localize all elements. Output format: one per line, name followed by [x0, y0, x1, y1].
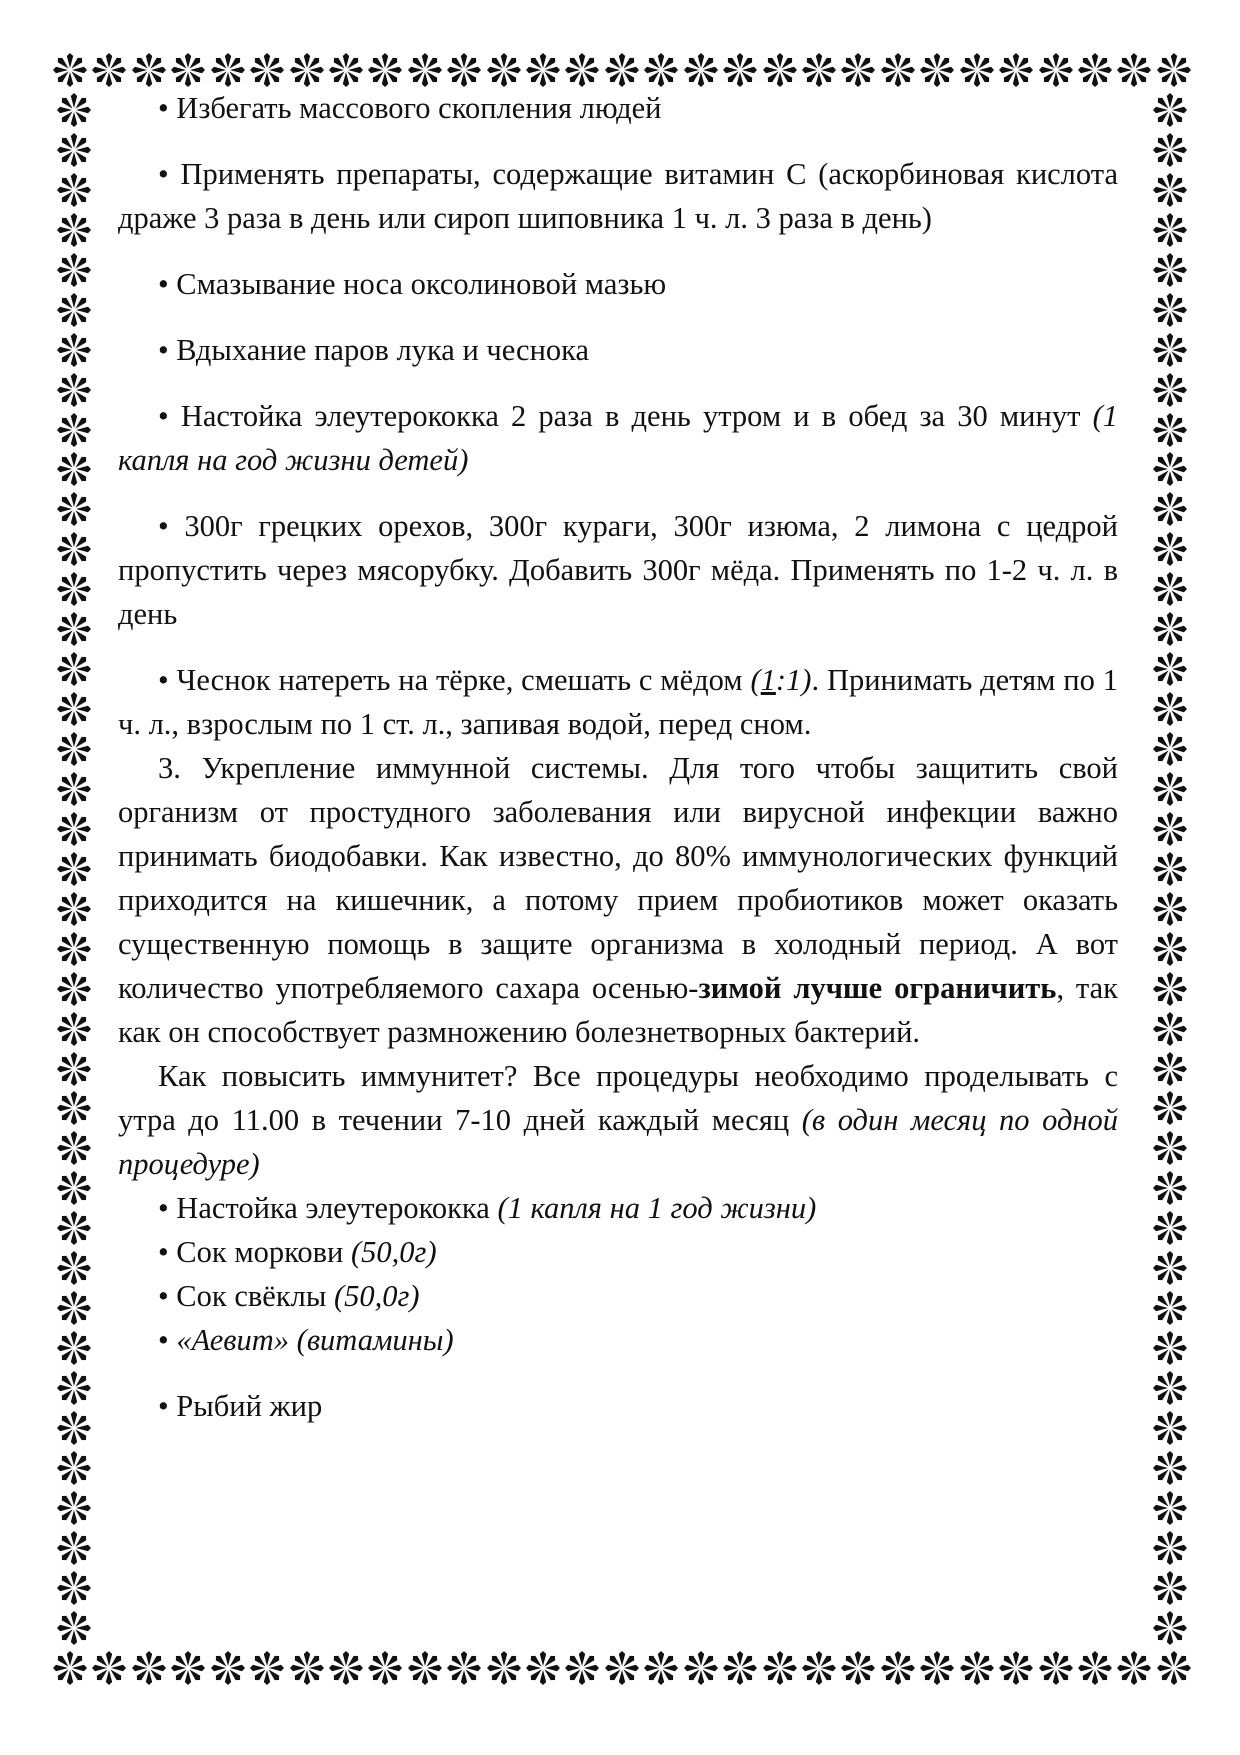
paragraph	[118, 1230, 1118, 1274]
asterisk-snowflake-icon	[56, 1170, 92, 1206]
asterisk-snowflake-icon	[604, 52, 640, 88]
asterisk-snowflake-icon	[1152, 1530, 1188, 1566]
asterisk-snowflake-icon	[801, 1650, 837, 1686]
asterisk-snowflake-icon	[367, 1650, 403, 1686]
asterisk-snowflake-icon	[1152, 412, 1188, 448]
asterisk-snowflake-icon	[249, 52, 285, 88]
text-segment: • Сок моркови	[158, 1235, 352, 1269]
asterisk-snowflake-icon	[998, 52, 1034, 88]
asterisk-snowflake-icon	[1152, 611, 1188, 647]
asterisk-snowflake-icon	[1152, 132, 1188, 168]
ornament-border-right	[1148, 92, 1192, 1646]
paragraph	[118, 1054, 1118, 1186]
asterisk-snowflake-icon	[407, 1650, 443, 1686]
asterisk-snowflake-icon	[1152, 92, 1188, 128]
paragraph	[118, 1318, 1118, 1362]
asterisk-snowflake-icon	[1152, 891, 1188, 927]
asterisk-snowflake-icon	[722, 1650, 758, 1686]
asterisk-snowflake-icon	[1152, 172, 1188, 208]
asterisk-snowflake-icon	[56, 971, 92, 1007]
asterisk-snowflake-icon	[1152, 212, 1188, 248]
asterisk-snowflake-icon	[210, 52, 246, 88]
asterisk-snowflake-icon	[56, 1490, 92, 1526]
asterisk-snowflake-icon	[525, 1650, 561, 1686]
asterisk-snowflake-icon	[56, 611, 92, 647]
asterisk-snowflake-icon	[52, 1650, 88, 1686]
asterisk-snowflake-icon	[486, 1650, 522, 1686]
asterisk-snowflake-icon	[840, 52, 876, 88]
asterisk-snowflake-icon	[880, 52, 916, 88]
asterisk-snowflake-icon	[91, 1650, 127, 1686]
document-body	[118, 86, 1118, 1428]
text-segment: • Смазывание носа оксолиновой мазью	[158, 267, 667, 301]
asterisk-snowflake-icon	[564, 52, 600, 88]
asterisk-snowflake-icon	[56, 372, 92, 408]
asterisk-snowflake-icon	[367, 52, 403, 88]
text-segment: • 300г грецких орехов, 300г кураги, 300г изюма, 2 лимона с цедрой пропустить через мясорубку. Добавить 300г мёда. Применять по 1-2 ч. л. в день	[118, 509, 1118, 631]
text-segment: зимой лучше ограничить	[698, 971, 1057, 1005]
asterisk-snowflake-icon	[56, 571, 92, 607]
paragraph	[118, 328, 1118, 372]
asterisk-snowflake-icon	[683, 52, 719, 88]
asterisk-snowflake-icon	[1156, 52, 1192, 88]
asterisk-snowflake-icon	[56, 292, 92, 328]
asterisk-snowflake-icon	[801, 52, 837, 88]
asterisk-snowflake-icon	[880, 1650, 916, 1686]
text-segment: «Аевит» (витамины)	[176, 1323, 454, 1357]
asterisk-snowflake-icon	[1152, 491, 1188, 527]
text-segment: . Принимать детям по 1 ч. л., взрослым по 1 ст. л., запивая водой, перед сном.	[118, 663, 1118, 741]
asterisk-snowflake-icon	[56, 1290, 92, 1326]
asterisk-snowflake-icon	[170, 52, 206, 88]
asterisk-snowflake-icon	[1152, 1090, 1188, 1126]
text-segment: Как повысить иммунитет? Все процедуры необходимо проделывать с утра до 11.00 в течении 7-10 дней каждый месяц	[118, 1059, 1118, 1137]
text-segment: 1	[760, 663, 776, 697]
asterisk-snowflake-icon	[1152, 931, 1188, 967]
text-segment: • Настойка элеутерококка 2 раза в день утром и в обед за 30 минут	[158, 399, 1093, 433]
asterisk-snowflake-icon	[56, 132, 92, 168]
asterisk-snowflake-icon	[1152, 651, 1188, 687]
asterisk-snowflake-icon	[56, 412, 92, 448]
asterisk-snowflake-icon	[56, 891, 92, 927]
text-segment: 3. Укрепление иммунной системы. Для того чтобы защитить свой организм от простудного заболевания или вирусной инфекции важно принимать биодобавки. Как известно, до 80% иммунологических функций приходится на кишечник, а потому прием пробиотиков может оказать существенную помощь в защите организма в холодный период. А вот количество употребляемого сахара осенью-	[118, 751, 1118, 1005]
ornament-border-left	[52, 92, 96, 1646]
paragraph	[118, 504, 1118, 636]
asterisk-snowflake-icon	[131, 1650, 167, 1686]
asterisk-snowflake-icon	[56, 1210, 92, 1246]
paragraph	[118, 394, 1118, 482]
text-segment: , так как он способствует размножению болезнетворных бактерий.	[118, 971, 1118, 1049]
asterisk-snowflake-icon	[289, 1650, 325, 1686]
asterisk-snowflake-icon	[1116, 52, 1152, 88]
asterisk-snowflake-icon	[1152, 811, 1188, 847]
asterisk-snowflake-icon	[56, 332, 92, 368]
asterisk-snowflake-icon	[1152, 1170, 1188, 1206]
asterisk-snowflake-icon	[56, 1450, 92, 1486]
asterisk-snowflake-icon	[56, 1610, 92, 1646]
text-segment: • Рыбий жир	[158, 1389, 323, 1423]
asterisk-snowflake-icon	[604, 1650, 640, 1686]
asterisk-snowflake-icon	[407, 52, 443, 88]
asterisk-snowflake-icon	[1152, 1210, 1188, 1246]
asterisk-snowflake-icon	[1152, 1450, 1188, 1486]
asterisk-snowflake-icon	[919, 52, 955, 88]
asterisk-snowflake-icon	[56, 731, 92, 767]
asterisk-snowflake-icon	[446, 52, 482, 88]
asterisk-snowflake-icon	[56, 1530, 92, 1566]
asterisk-snowflake-icon	[1038, 1650, 1074, 1686]
asterisk-snowflake-icon	[959, 1650, 995, 1686]
asterisk-snowflake-icon	[1152, 252, 1188, 288]
text-segment: (1 капля на год жизни детей)	[118, 399, 1118, 477]
asterisk-snowflake-icon	[762, 1650, 798, 1686]
paragraph	[118, 262, 1118, 306]
asterisk-snowflake-icon	[56, 931, 92, 967]
asterisk-snowflake-icon	[1152, 691, 1188, 727]
text-segment: • Чеснок натереть на тёрке, смешать с мёдом	[158, 663, 751, 697]
asterisk-snowflake-icon	[328, 1650, 364, 1686]
asterisk-snowflake-icon	[1152, 1051, 1188, 1087]
asterisk-snowflake-icon	[56, 531, 92, 567]
asterisk-snowflake-icon	[56, 92, 92, 128]
asterisk-snowflake-icon	[56, 651, 92, 687]
asterisk-snowflake-icon	[446, 1650, 482, 1686]
asterisk-snowflake-icon	[1152, 332, 1188, 368]
asterisk-snowflake-icon	[1152, 1490, 1188, 1526]
asterisk-snowflake-icon	[56, 771, 92, 807]
asterisk-snowflake-icon	[1152, 971, 1188, 1007]
text-segment: (50,0г)	[351, 1235, 437, 1269]
asterisk-snowflake-icon	[1152, 571, 1188, 607]
asterisk-snowflake-icon	[210, 1650, 246, 1686]
ornament-border-bottom	[52, 1646, 1192, 1690]
asterisk-snowflake-icon	[56, 1570, 92, 1606]
asterisk-snowflake-icon	[56, 851, 92, 887]
asterisk-snowflake-icon	[56, 1330, 92, 1366]
asterisk-snowflake-icon	[56, 491, 92, 527]
asterisk-snowflake-icon	[56, 691, 92, 727]
text-segment: • Избегать массового скопления людей	[158, 91, 662, 125]
asterisk-snowflake-icon	[1152, 1290, 1188, 1326]
asterisk-snowflake-icon	[1152, 1410, 1188, 1446]
asterisk-snowflake-icon	[1152, 292, 1188, 328]
asterisk-snowflake-icon	[998, 1650, 1034, 1686]
asterisk-snowflake-icon	[1152, 531, 1188, 567]
text-segment: (1 капля на 1 год жизни)	[497, 1191, 817, 1225]
asterisk-snowflake-icon	[1152, 372, 1188, 408]
asterisk-snowflake-icon	[1152, 1250, 1188, 1286]
paragraph	[118, 1274, 1118, 1318]
asterisk-snowflake-icon	[1152, 1330, 1188, 1366]
asterisk-snowflake-icon	[56, 172, 92, 208]
asterisk-snowflake-icon	[1152, 731, 1188, 767]
asterisk-snowflake-icon	[919, 1650, 955, 1686]
asterisk-snowflake-icon	[170, 1650, 206, 1686]
asterisk-snowflake-icon	[1152, 1130, 1188, 1166]
asterisk-snowflake-icon	[91, 52, 127, 88]
asterisk-snowflake-icon	[1152, 1570, 1188, 1606]
asterisk-snowflake-icon	[52, 52, 88, 88]
asterisk-snowflake-icon	[1077, 1650, 1113, 1686]
text-segment: • Вдыхание паров лука и чеснока	[158, 333, 590, 367]
paragraph	[118, 86, 1118, 130]
asterisk-snowflake-icon	[56, 212, 92, 248]
asterisk-snowflake-icon	[683, 1650, 719, 1686]
asterisk-snowflake-icon	[643, 1650, 679, 1686]
asterisk-snowflake-icon	[762, 52, 798, 88]
asterisk-snowflake-icon	[1152, 1610, 1188, 1646]
asterisk-snowflake-icon	[56, 1051, 92, 1087]
asterisk-snowflake-icon	[328, 52, 364, 88]
asterisk-snowflake-icon	[131, 52, 167, 88]
asterisk-snowflake-icon	[289, 52, 325, 88]
text-segment: •	[158, 1323, 177, 1357]
asterisk-snowflake-icon	[643, 52, 679, 88]
asterisk-snowflake-icon	[249, 1650, 285, 1686]
asterisk-snowflake-icon	[840, 1650, 876, 1686]
asterisk-snowflake-icon	[525, 52, 561, 88]
asterisk-snowflake-icon	[1116, 1650, 1152, 1686]
asterisk-snowflake-icon	[56, 1370, 92, 1406]
text-segment: (50,0г)	[333, 1279, 420, 1313]
asterisk-snowflake-icon	[959, 52, 995, 88]
asterisk-snowflake-icon	[1152, 451, 1188, 487]
asterisk-snowflake-icon	[56, 1090, 92, 1126]
asterisk-snowflake-icon	[1152, 1370, 1188, 1406]
asterisk-snowflake-icon	[56, 252, 92, 288]
asterisk-snowflake-icon	[564, 1650, 600, 1686]
paragraph	[118, 1186, 1118, 1230]
asterisk-snowflake-icon	[486, 52, 522, 88]
text-segment: • Сок свёклы	[158, 1279, 334, 1313]
paragraph	[118, 1384, 1118, 1428]
text-segment: • Применять препараты, содержащие витамин С (аскорбиновая кислота драже 3 раза в день или сироп шиповника 1 ч. л. 3 раза в день)	[118, 157, 1118, 235]
text-segment: :1)	[775, 663, 812, 697]
asterisk-snowflake-icon	[1156, 1650, 1192, 1686]
asterisk-snowflake-icon	[1152, 1011, 1188, 1047]
asterisk-snowflake-icon	[722, 52, 758, 88]
asterisk-snowflake-icon	[56, 1250, 92, 1286]
paragraph	[118, 658, 1118, 746]
asterisk-snowflake-icon	[1038, 52, 1074, 88]
asterisk-snowflake-icon	[56, 1011, 92, 1047]
text-segment: (	[750, 663, 761, 697]
asterisk-snowflake-icon	[56, 1410, 92, 1446]
asterisk-snowflake-icon	[56, 451, 92, 487]
asterisk-snowflake-icon	[1077, 52, 1113, 88]
paragraph	[118, 746, 1118, 1054]
asterisk-snowflake-icon	[1152, 851, 1188, 887]
asterisk-snowflake-icon	[56, 811, 92, 847]
text-segment: • Настойка элеутерококка	[158, 1191, 498, 1225]
asterisk-snowflake-icon	[56, 1130, 92, 1166]
text-segment: (в один месяц по одной процедуре)	[118, 1103, 1118, 1181]
paragraph	[118, 152, 1118, 240]
asterisk-snowflake-icon	[1152, 771, 1188, 807]
